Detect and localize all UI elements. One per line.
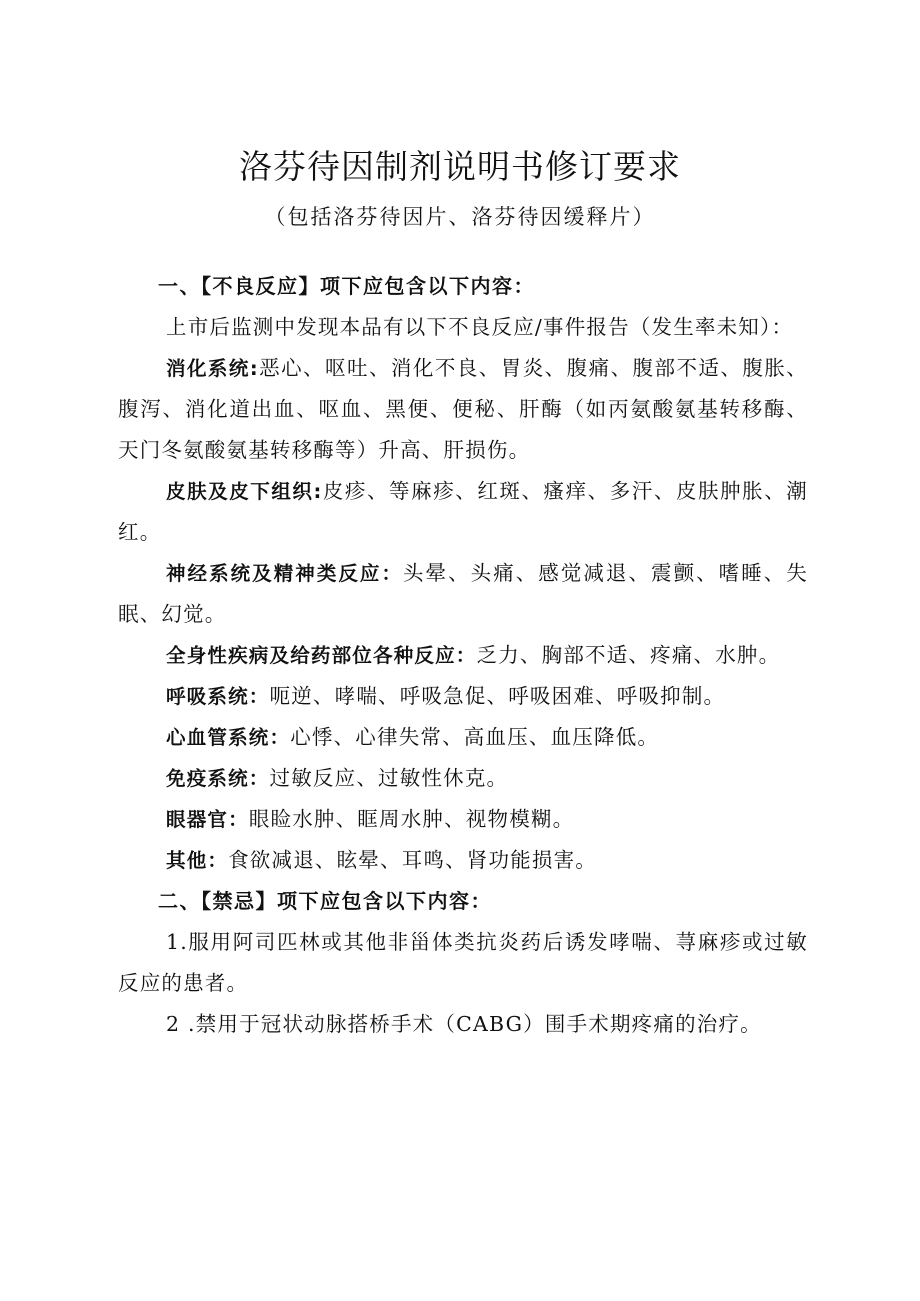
adverse-item-respiratory [118, 676, 808, 717]
item-label: 其他： [166, 849, 229, 872]
item-label: 神经系统及精神类反应： [166, 562, 404, 585]
adverse-item-digestive [118, 348, 808, 471]
item-label: 心血管系统： [166, 726, 291, 749]
item-label: 全身性疾病及给药部位各种反应： [166, 644, 477, 667]
document-body [118, 266, 808, 1045]
section1-heading: 一、【不良反应】项下应包含以下内容： [158, 274, 535, 298]
section1-intro: 上市后监测中发现本品有以下不良反应/事件报告（发生率未知）： [166, 315, 794, 339]
contraindication-item-2: 2 .禁用于冠状动脉搭桥手术（CABG）围手术期疼痛的治疗。 [166, 1012, 762, 1036]
document-title: 洛芬待因制剂说明书修订要求 [239, 147, 681, 186]
item-text: 眼睑水肿、眶周水肿、视物模糊。 [248, 807, 575, 831]
item-text: 乏力、胸部不适、疼痛、水肿。 [476, 643, 781, 667]
adverse-item-cardiovascular [118, 717, 808, 758]
item-text: 食欲减退、眩晕、耳鸣、肾功能损害。 [228, 848, 598, 872]
adverse-item-skin [118, 471, 808, 553]
item-label: 免疫系统： [166, 767, 270, 790]
item-label: 眼器官： [166, 808, 249, 831]
contraindication-item-1: 1.服用阿司匹林或其他非甾体类抗炎药后诱发哮喘、荨麻疹或过敏反应的患者。 [118, 930, 808, 995]
item-text: 呃逆、哮喘、呼吸急促、呼吸困难、呼吸抑制。 [269, 684, 726, 708]
item-label: 消化系统: [166, 357, 259, 380]
item-label: 呼吸系统： [166, 685, 270, 708]
document-subtitle: （包括洛芬待因片、洛芬待因缓释片） [264, 205, 656, 229]
item-text: 过敏反应、过敏性休克。 [269, 766, 509, 790]
adverse-item-immune [118, 758, 808, 799]
section2-heading: 二、【禁忌】项下应包含以下内容： [158, 889, 492, 913]
item-text: 心悸、心律失常、高血压、血压降低。 [290, 725, 660, 749]
adverse-item-eye [118, 799, 808, 840]
item-text: 皮疹、等麻疹、红斑、瘙痒、多汗、皮肤肿胀、潮红。 [118, 479, 808, 544]
item-text: 恶心、呕吐、消化不良、胃炎、腹痛、腹部不适、腹胀、腹泻、消化道出血、呕血、黑便、便秘、肝酶（如丙氨酸氨基转移酶、天门冬氨酸氨基转移酶等）升高、肝损伤。 [118, 356, 808, 462]
adverse-item-other [118, 840, 808, 881]
adverse-item-nervous [118, 553, 808, 635]
item-label: 皮肤及皮下组织: [166, 480, 323, 503]
item-text: 头晕、头痛、感觉减退、震颤、嗜睡、失眠、幻觉。 [118, 561, 808, 626]
adverse-item-systemic [118, 635, 808, 676]
